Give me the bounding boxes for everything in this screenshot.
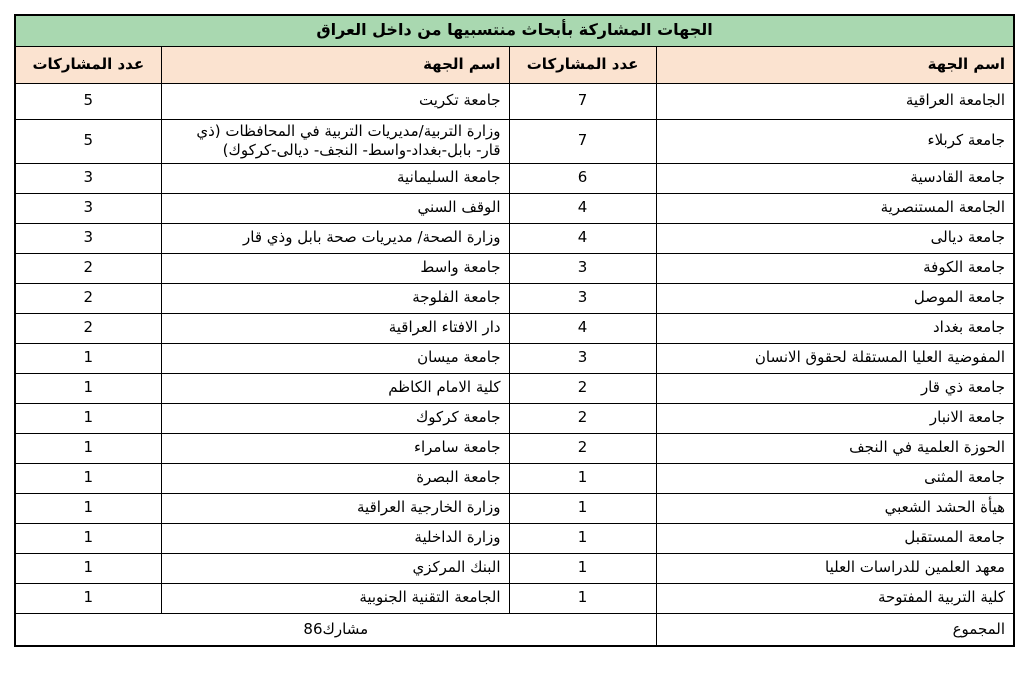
count-cell: 5 [15,119,161,163]
total-label: المجموع [656,613,1014,646]
table-row [15,583,1014,613]
count-cell: 1 [509,463,656,493]
count-cell: 2 [15,313,161,343]
table-row [15,119,1014,163]
org-name-cell: البنك المركزي [161,553,509,583]
count-cell: 1 [15,343,161,373]
org-name-cell: هيأة الحشد الشعبي [656,493,1014,523]
org-name-cell: وزارة التربية/مديريات التربية في المحافظات (ذي قار- بابل-بغداد-واسط- النجف- ديالى-كركوك) [161,119,509,163]
table-title: الجهات المشاركة بأبحاث منتسبيها من داخل العراق [15,15,1014,46]
total-row [15,613,1014,646]
org-name-cell: جامعة واسط [161,253,509,283]
org-name-cell: وزارة الخارجية العراقية [161,493,509,523]
table-row [15,253,1014,283]
table-row [15,83,1014,119]
org-name-cell: جامعة الانبار [656,403,1014,433]
table-row [15,343,1014,373]
org-name-cell: كلية الامام الكاظم [161,373,509,403]
count-cell: 3 [15,223,161,253]
org-name-cell: جامعة الموصل [656,283,1014,313]
org-name-cell: جامعة كربلاء [656,119,1014,163]
header-participation-count-right: عدد المشاركات [509,46,656,83]
org-name-cell: جامعة كركوك [161,403,509,433]
table-row [15,193,1014,223]
org-name-cell: الجامعة العراقية [656,83,1014,119]
org-name-cell: وزارة الصحة/ مديريات صحة بابل وذي قار [161,223,509,253]
table-row [15,433,1014,463]
org-name-cell: المفوضية العليا المستقلة لحقوق الانسان [656,343,1014,373]
org-name-cell: الوقف السني [161,193,509,223]
count-cell: 7 [509,119,656,163]
table-body [15,83,1014,613]
table-row [15,163,1014,193]
count-cell: 3 [509,343,656,373]
org-name-cell: جامعة ميسان [161,343,509,373]
count-cell: 1 [509,493,656,523]
table-row [15,223,1014,253]
total-value: مشارك86 [15,613,656,646]
org-name-cell: كلية التربية المفتوحة [656,583,1014,613]
org-name-cell: جامعة ذي قار [656,373,1014,403]
org-name-cell: الحوزة العلمية في النجف [656,433,1014,463]
participation-table [14,14,1015,647]
org-name-cell: جامعة بغداد [656,313,1014,343]
org-name-cell: جامعة الكوفة [656,253,1014,283]
org-name-cell: جامعة القادسية [656,163,1014,193]
table-row [15,463,1014,493]
header-org-name-right: اسم الجهة [656,46,1014,83]
org-name-cell: جامعة ديالى [656,223,1014,253]
count-cell: 5 [15,83,161,119]
count-cell: 1 [15,553,161,583]
count-cell: 2 [509,433,656,463]
count-cell: 4 [509,313,656,343]
table-row [15,313,1014,343]
count-cell: 4 [509,193,656,223]
count-cell: 6 [509,163,656,193]
count-cell: 1 [15,493,161,523]
count-cell: 1 [15,583,161,613]
org-name-cell: جامعة سامراء [161,433,509,463]
table-row [15,553,1014,583]
table-row [15,403,1014,433]
org-name-cell: الجامعة المستنصرية [656,193,1014,223]
table-row [15,283,1014,313]
org-name-cell: الجامعة التقنية الجنوبية [161,583,509,613]
table-row [15,523,1014,553]
count-cell: 1 [15,433,161,463]
table-row [15,493,1014,523]
org-name-cell: جامعة البصرة [161,463,509,493]
count-cell: 2 [509,373,656,403]
org-name-cell: جامعة المستقبل [656,523,1014,553]
count-cell: 2 [15,253,161,283]
count-cell: 1 [15,463,161,493]
count-cell: 1 [509,553,656,583]
count-cell: 1 [15,403,161,433]
count-cell: 2 [509,403,656,433]
org-name-cell: جامعة الفلوجة [161,283,509,313]
count-cell: 3 [15,163,161,193]
org-name-cell: دار الافتاء العراقية [161,313,509,343]
org-name-cell: وزارة الداخلية [161,523,509,553]
count-cell: 3 [15,193,161,223]
count-cell: 1 [509,583,656,613]
count-cell: 1 [509,523,656,553]
count-cell: 2 [15,283,161,313]
org-name-cell: جامعة المثنى [656,463,1014,493]
count-cell: 1 [15,523,161,553]
count-cell: 7 [509,83,656,119]
org-name-cell: جامعة السليمانية [161,163,509,193]
title-row [15,15,1014,46]
header-org-name-left: اسم الجهة [161,46,509,83]
header-participation-count-left: عدد المشاركات [15,46,161,83]
count-cell: 3 [509,283,656,313]
count-cell: 4 [509,223,656,253]
table-row [15,373,1014,403]
org-name-cell: معهد العلمين للدراسات العليا [656,553,1014,583]
count-cell: 3 [509,253,656,283]
org-name-cell: جامعة تكريت [161,83,509,119]
count-cell: 1 [15,373,161,403]
header-row [15,46,1014,83]
